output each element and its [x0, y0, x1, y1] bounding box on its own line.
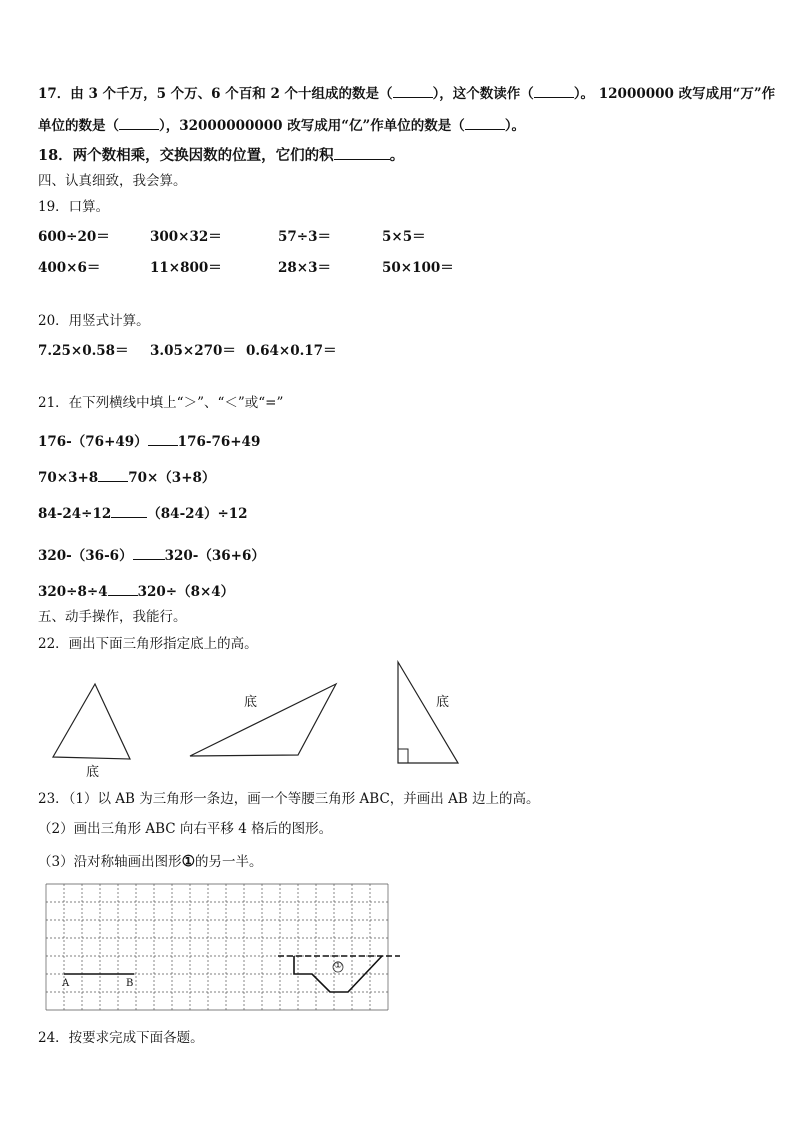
q20-title: 20．用竖式计算。 [38, 313, 150, 329]
q19-r1c3: 57÷3＝ [278, 229, 331, 245]
q20-item-1: 7.25×0.58＝ [38, 343, 129, 359]
q19-r2c3: 28×3＝ [278, 260, 331, 276]
q21-item-3-right: （84-24）÷12 [147, 506, 248, 522]
q21-item-5-left: 320÷8÷4 [38, 584, 108, 600]
section-4-heading: 四、认真细致，我会算。 [38, 173, 187, 189]
q20-item-3: 0.64×0.17＝ [246, 343, 337, 359]
base-label-1: 底 [86, 765, 100, 780]
q20-item-2: 3.05×270＝ [150, 343, 236, 359]
q21-item-1-right: 176-76+49 [177, 434, 261, 450]
q21-title: 21．在下列横线中填上“＞”、“＜”或“=” [38, 395, 284, 411]
q22-title: 22．画出下面三角形指定底上的高。 [38, 636, 258, 652]
q21-item-2-left: 70×3+8 [38, 470, 99, 486]
q21-item-3-left: 84-24÷12 [38, 506, 112, 522]
q19-r2c1: 400×6＝ [38, 260, 101, 276]
label-b: B [126, 978, 134, 989]
q17-text-1b: ），这个数读作（ [432, 86, 534, 102]
figure-1-label: ① [334, 961, 343, 971]
q21-item-1-left: 176-（76+49） [38, 434, 148, 450]
q19-r1c2: 300×32＝ [150, 229, 222, 245]
q17-text-2c: ）。 [504, 118, 526, 134]
q17-text-1a: 17．由 3 个千万，5 个万、6 个百和 2 个十组成的数是（ [38, 86, 393, 102]
q23-part3-text-a: （3）沿对称轴画出图形 [38, 854, 182, 870]
q21-item-2-right: 70×（3+8） [128, 470, 216, 486]
base-label-2: 底 [244, 695, 258, 710]
q19-r2c2: 11×800＝ [150, 260, 222, 276]
q21-item-4-left: 320-（36-6） [38, 548, 133, 564]
q23-part3-text-b: 的另一半。 [195, 854, 263, 870]
q19-r1c1: 600÷20＝ [38, 229, 110, 245]
q18-text: 18．两个数相乘，交换因数的位置，它们的积 [38, 147, 334, 164]
q17-text-2b: ），32000000000 改写成用“亿”作单位的数是（ [159, 118, 465, 134]
q17-text-1c: ）。 12000000 改写成用“万”作 [573, 86, 776, 102]
q19-r1c4: 5×5＝ [382, 229, 426, 245]
section-5-heading: 五、动手操作，我能行。 [38, 609, 187, 625]
base-label-3: 底 [436, 695, 450, 710]
grid-lines [46, 884, 388, 1010]
q21-item-5-right: 320÷（8×4） [137, 584, 235, 600]
q24-title: 24．按要求完成下面各题。 [38, 1030, 204, 1046]
q19-title: 19．口算。 [38, 199, 110, 215]
q19-r2c4: 50×100＝ [382, 260, 454, 276]
q23-part3-circle: ① [181, 852, 196, 870]
label-a: A [62, 978, 70, 989]
q23-part2: （2）画出三角形 ABC 向右平移 4 格后的图形。 [38, 821, 333, 837]
q18-end: 。 [389, 147, 405, 164]
q23-part1: 23．（1）以 AB 为三角形一条边，画一个等腰三角形 ABC，并画出 AB 边上的高。 [38, 791, 540, 807]
q21-item-4-right: 320-（36+6） [164, 548, 265, 564]
q17-text-2a: 单位的数是（ [38, 118, 119, 134]
